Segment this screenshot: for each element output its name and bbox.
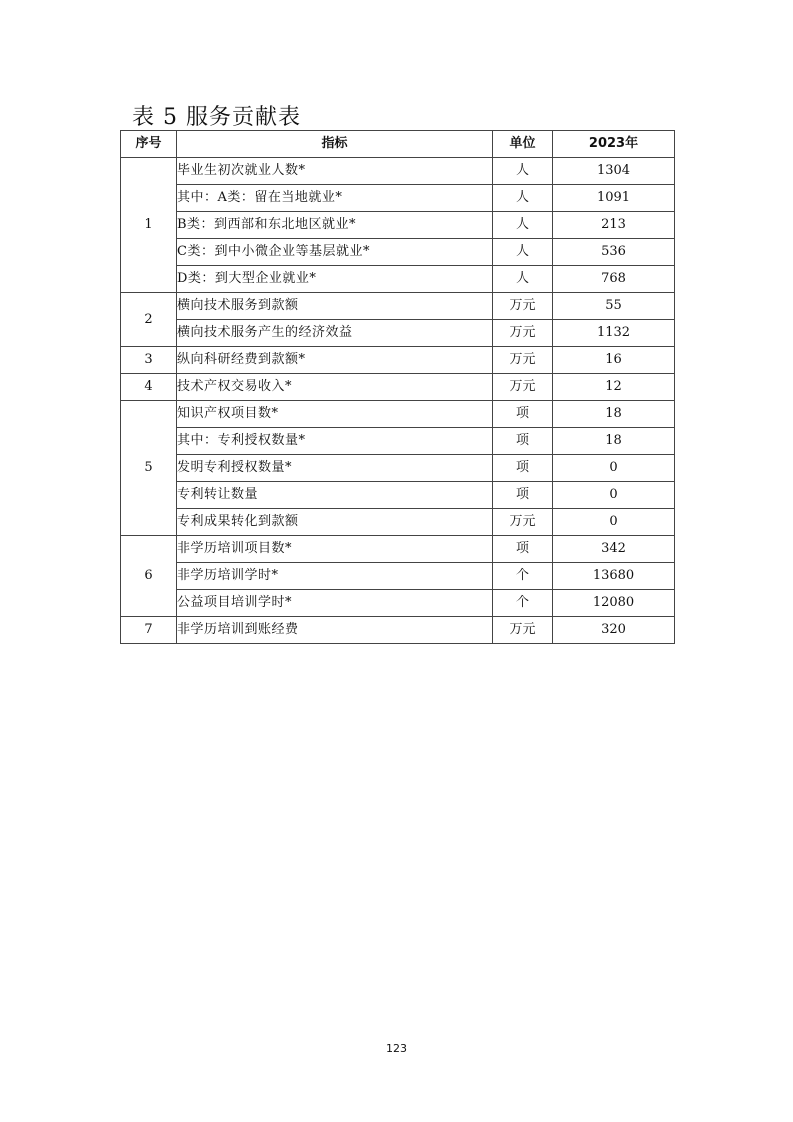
unit-cell: 万元: [493, 617, 553, 644]
table-row: [121, 509, 675, 536]
value-cell: 1132: [553, 320, 675, 347]
table-row: [121, 293, 675, 320]
unit-cell: 人: [493, 185, 553, 212]
indicator-cell: 公益项目培训学时*: [177, 590, 493, 617]
value-cell: 18: [553, 401, 675, 428]
unit-cell: 项: [493, 428, 553, 455]
unit-cell: 人: [493, 158, 553, 185]
indicator-cell: 知识产权项目数*: [177, 401, 493, 428]
table-row: [121, 401, 675, 428]
unit-cell: 个: [493, 563, 553, 590]
value-cell: 55: [553, 293, 675, 320]
indicator-cell: 非学历培训项目数*: [177, 536, 493, 563]
table-row: [121, 455, 675, 482]
table-row: [121, 158, 675, 185]
table-row: [121, 185, 675, 212]
unit-cell: 人: [493, 239, 553, 266]
table-row: [121, 212, 675, 239]
table-title: 表 5 服务贡献表: [132, 105, 301, 130]
header-seq: 序号: [121, 131, 177, 158]
unit-cell: 万元: [493, 320, 553, 347]
header-row: [121, 131, 675, 158]
seq-cell: 6: [121, 536, 177, 617]
table-row: [121, 266, 675, 293]
unit-cell: 个: [493, 590, 553, 617]
seq-cell: 5: [121, 401, 177, 536]
indicator-cell: 横向技术服务到款额: [177, 293, 493, 320]
indicator-cell: 纵向科研经费到款额*: [177, 347, 493, 374]
value-cell: 12080: [553, 590, 675, 617]
seq-cell: 4: [121, 374, 177, 401]
unit-cell: 项: [493, 455, 553, 482]
table-row: [121, 320, 675, 347]
value-cell: 12: [553, 374, 675, 401]
value-cell: 1091: [553, 185, 675, 212]
page-number: 123: [386, 1042, 407, 1055]
indicator-cell: 技术产权交易收入*: [177, 374, 493, 401]
indicator-cell: 非学历培训学时*: [177, 563, 493, 590]
indicator-cell: B类：到西部和东北地区就业*: [177, 212, 493, 239]
value-cell: 320: [553, 617, 675, 644]
indicator-cell: 其中：专利授权数量*: [177, 428, 493, 455]
unit-cell: 项: [493, 536, 553, 563]
unit-cell: 万元: [493, 509, 553, 536]
unit-cell: 万元: [493, 374, 553, 401]
header-indicator: 指标: [177, 131, 493, 158]
header-unit: 单位: [493, 131, 553, 158]
value-cell: 0: [553, 509, 675, 536]
header-year: 2023年: [553, 131, 675, 158]
indicator-cell: D类：到大型企业就业*: [177, 266, 493, 293]
table-row: [121, 428, 675, 455]
unit-cell: 万元: [493, 293, 553, 320]
unit-cell: 万元: [493, 347, 553, 374]
table-row: [121, 482, 675, 509]
indicator-cell: C类：到中小微企业等基层就业*: [177, 239, 493, 266]
indicator-cell: 专利转让数量: [177, 482, 493, 509]
value-cell: 18: [553, 428, 675, 455]
unit-cell: 项: [493, 401, 553, 428]
unit-cell: 人: [493, 266, 553, 293]
seq-cell: 2: [121, 293, 177, 347]
service-contribution-table: [120, 130, 675, 644]
table-row: [121, 347, 675, 374]
value-cell: 0: [553, 455, 675, 482]
value-cell: 1304: [553, 158, 675, 185]
table-row: [121, 239, 675, 266]
unit-cell: 项: [493, 482, 553, 509]
unit-cell: 人: [493, 212, 553, 239]
table-row: [121, 536, 675, 563]
table-row: [121, 617, 675, 644]
indicator-cell: 发明专利授权数量*: [177, 455, 493, 482]
indicator-cell: 非学历培训到账经费: [177, 617, 493, 644]
seq-cell: 1: [121, 158, 177, 293]
value-cell: 536: [553, 239, 675, 266]
value-cell: 16: [553, 347, 675, 374]
indicator-cell: 毕业生初次就业人数*: [177, 158, 493, 185]
value-cell: 0: [553, 482, 675, 509]
seq-cell: 3: [121, 347, 177, 374]
value-cell: 13680: [553, 563, 675, 590]
value-cell: 213: [553, 212, 675, 239]
seq-cell: 7: [121, 617, 177, 644]
table-row: [121, 590, 675, 617]
table-row: [121, 563, 675, 590]
indicator-cell: 横向技术服务产生的经济效益: [177, 320, 493, 347]
value-cell: 342: [553, 536, 675, 563]
value-cell: 768: [553, 266, 675, 293]
indicator-cell: 其中：A类：留在当地就业*: [177, 185, 493, 212]
indicator-cell: 专利成果转化到款额: [177, 509, 493, 536]
table-row: [121, 374, 675, 401]
